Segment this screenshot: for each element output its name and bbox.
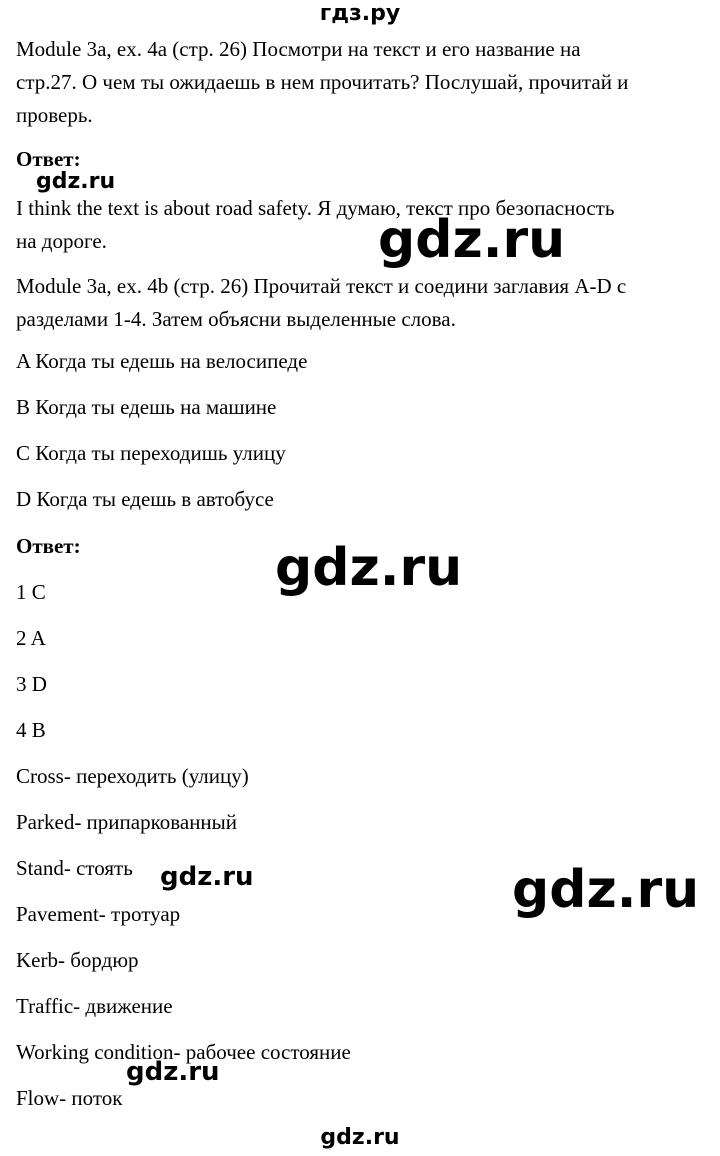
heading-a: A Когда ты едешь на велосипеде: [16, 349, 308, 373]
watermark-large-3: gdz.ru: [512, 860, 700, 920]
answer-label-4a: Ответ:: [16, 147, 81, 171]
vocab-parked: Parked- припаркованный: [16, 810, 238, 834]
watermark-small-2: gdz.ru: [160, 862, 254, 892]
vocab-stand: Stand- стоять: [16, 856, 133, 880]
vocab-cross: Cross- переходить (улицу): [16, 764, 249, 788]
task-4b-line-2: разделами 1-4. Затем объясни выделенные слова.: [16, 307, 456, 331]
match-2: 2 A: [16, 626, 46, 650]
watermark-top: гдз.ру: [319, 1, 401, 26]
vocab-flow: Flow- поток: [16, 1086, 123, 1110]
vocab-traffic: Traffic- движение: [16, 994, 173, 1018]
watermark-large-1: gdz.ru: [378, 210, 566, 270]
heading-d: D Когда ты едешь в автобусе: [16, 487, 274, 511]
answer-label-4b: Ответ:: [16, 534, 81, 558]
task-4a-line-3: проверь.: [16, 103, 93, 127]
task-4b-line-1: Module 3a, ex. 4b (стр. 26) Прочитай текст и соедини заглавия A-D с: [16, 274, 627, 298]
watermark-small-3: gdz.ru: [126, 1057, 220, 1087]
answer-4a-line-2: на дороге.: [16, 229, 107, 253]
watermark-bottom: gdz.ru: [320, 1125, 400, 1150]
heading-b: B Когда ты едешь на машине: [16, 395, 277, 419]
vocab-kerb: Kerb- бордюр: [16, 948, 139, 972]
vocab-working-condition: Working condition- рабочее состояние: [16, 1040, 351, 1064]
vocab-pavement: Pavement- тротуар: [16, 902, 181, 926]
watermark-large-2: gdz.ru: [275, 538, 463, 598]
watermark-small-1: gdz.ru: [36, 169, 116, 194]
heading-c: C Когда ты переходишь улицу: [16, 441, 286, 465]
answer-4a-line-1: I think the text is about road safety. Я думаю, текст про безопасность: [16, 196, 615, 220]
match-1: 1 C: [16, 580, 46, 604]
task-4a-line-1: Module 3a, ex. 4a (стр. 26) Посмотри на текст и его название на: [16, 37, 581, 61]
task-4a-line-2: стр.27. О чем ты ожидаешь в нем прочитать? Послушай, прочитай и: [16, 70, 629, 94]
match-3: 3 D: [16, 672, 47, 696]
match-4: 4 B: [16, 718, 46, 742]
